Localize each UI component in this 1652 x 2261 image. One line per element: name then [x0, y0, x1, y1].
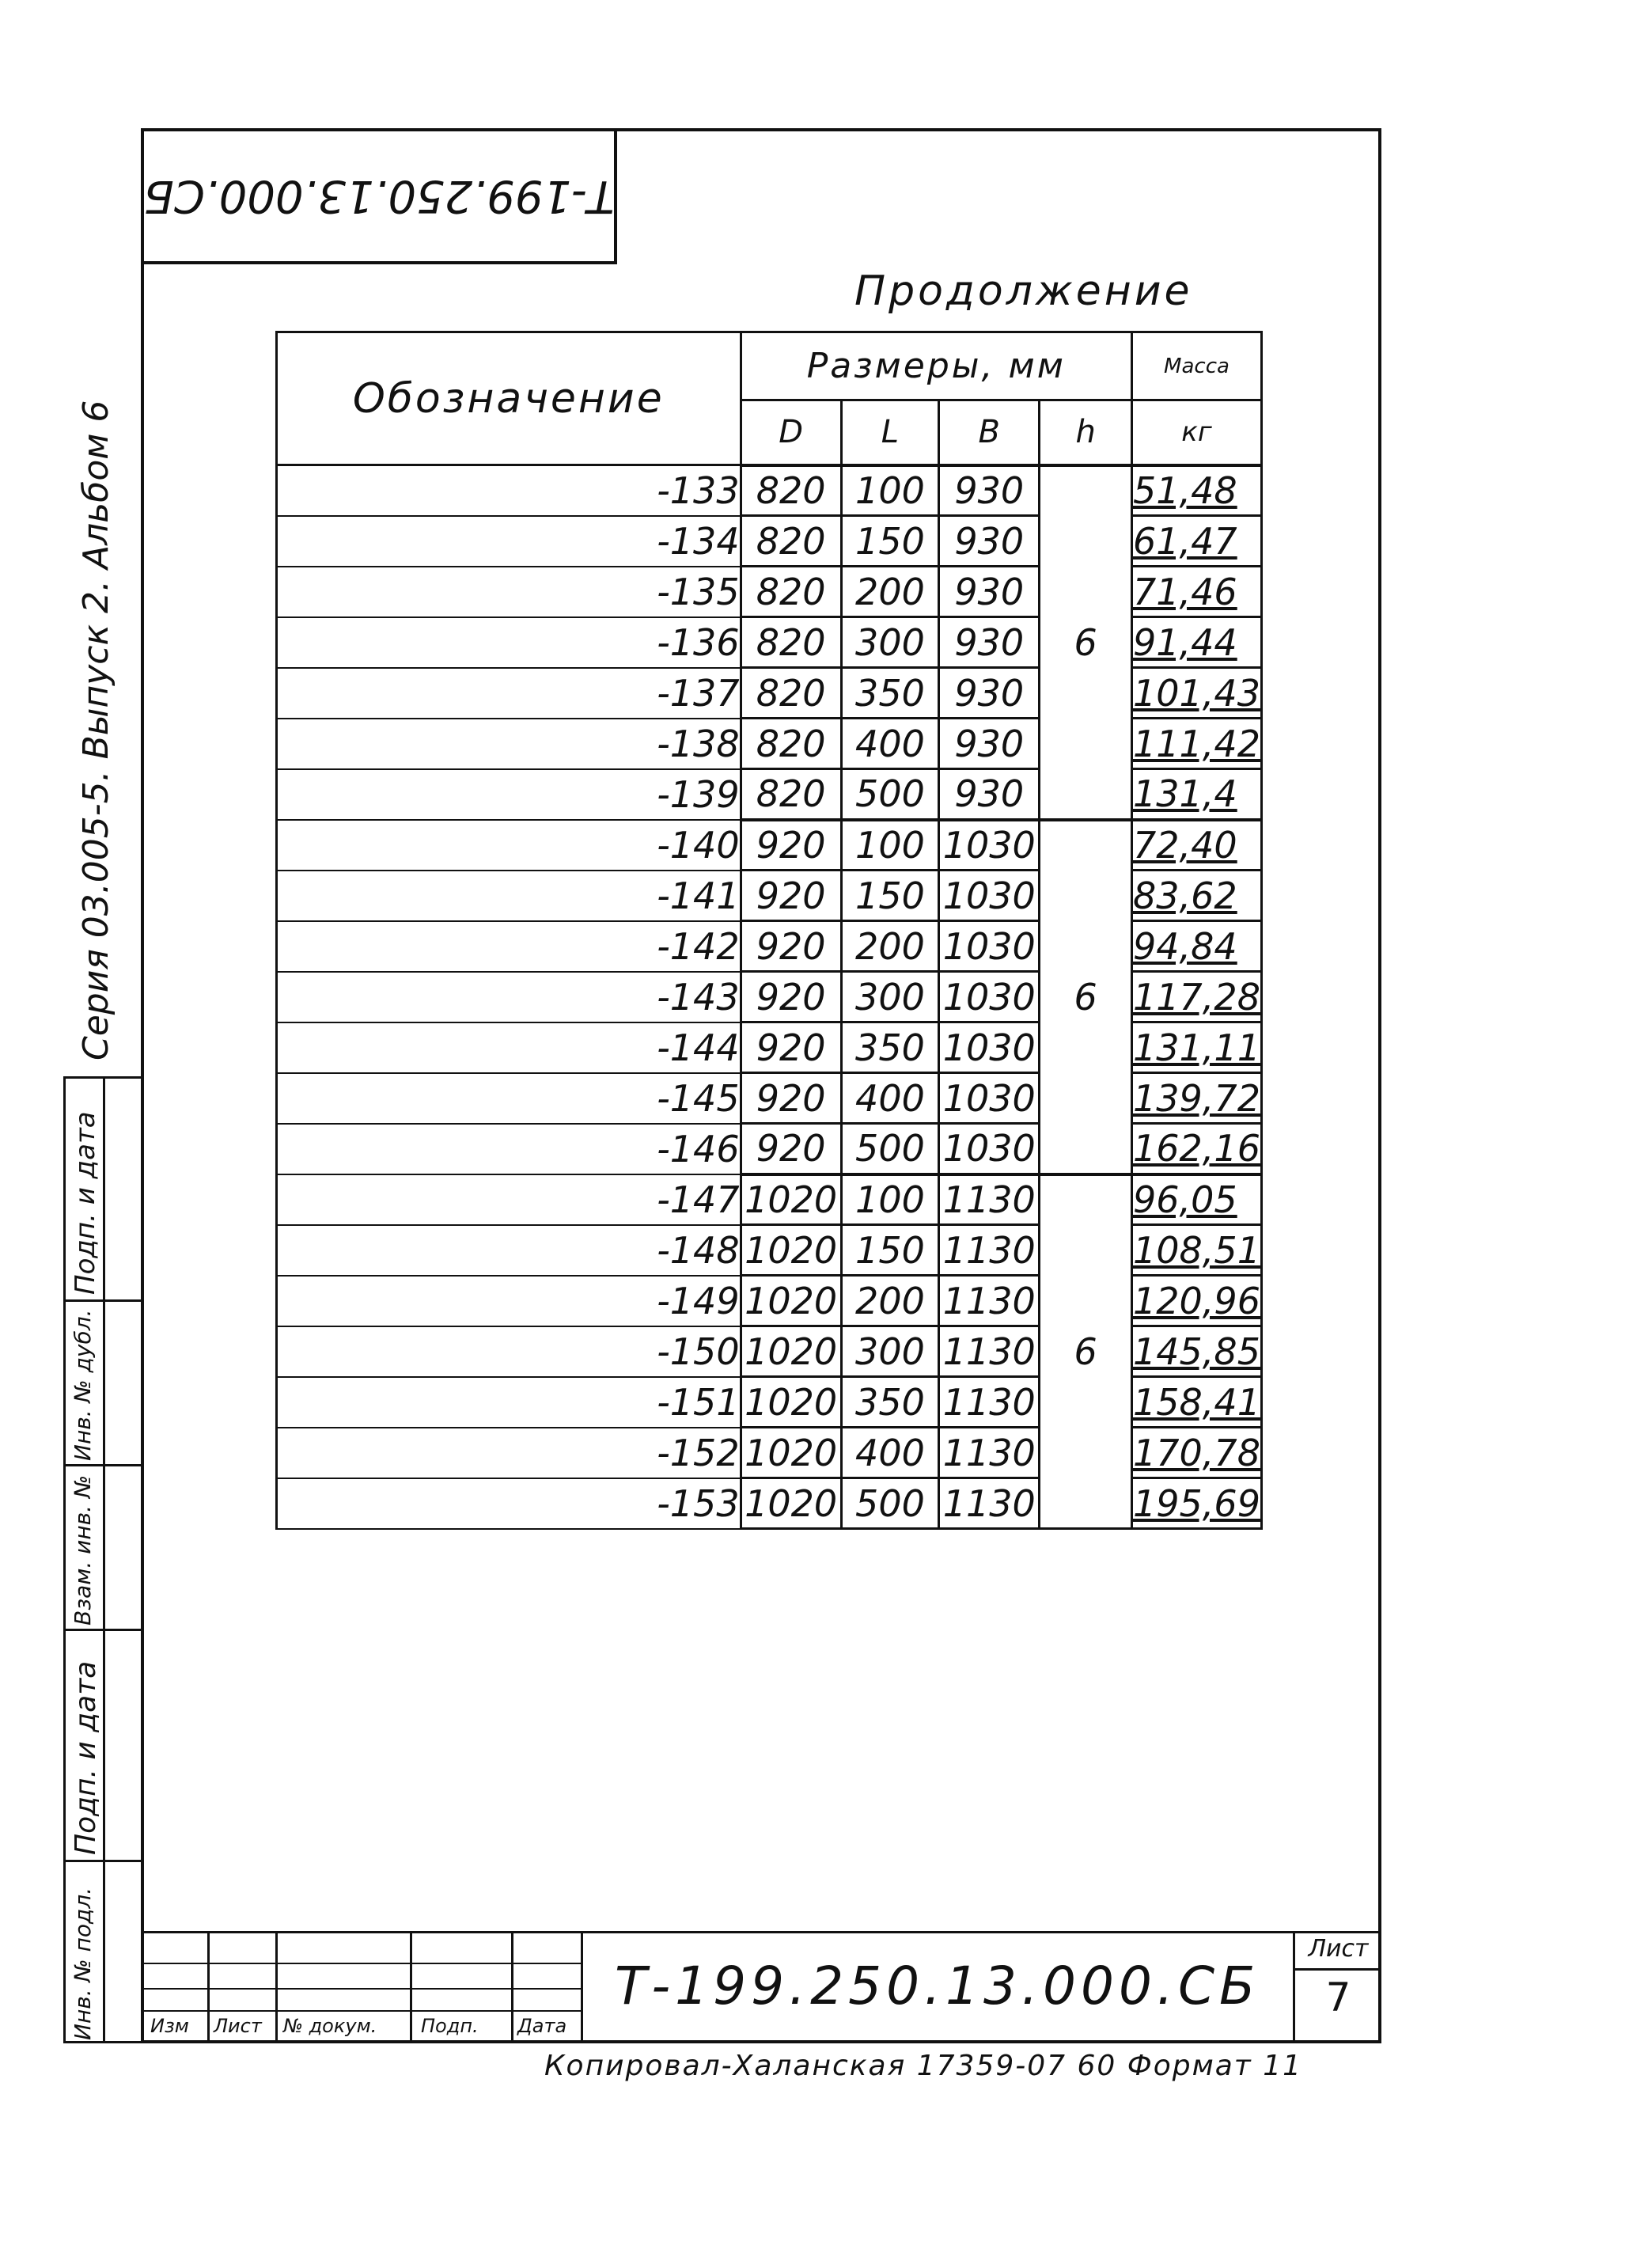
cell-l: 400: [841, 1428, 939, 1478]
cell-mass: 170,78: [1132, 1428, 1262, 1478]
cell-l: 500: [841, 1478, 939, 1529]
cell-mass: 61,47: [1132, 516, 1262, 567]
cell-designation: -137: [277, 668, 741, 719]
cell-l: 200: [841, 921, 939, 972]
cell-d: 820: [741, 516, 841, 567]
cell-l: 200: [841, 567, 939, 617]
cell-d: 920: [741, 1022, 841, 1073]
cell-d: 1020: [741, 1326, 841, 1377]
tb-label-change: Изм: [150, 2015, 189, 2037]
cell-designation: -136: [277, 617, 741, 668]
cell-d: 820: [741, 617, 841, 668]
cell-b: 1130: [939, 1478, 1040, 1529]
table-row: [277, 820, 1262, 871]
margin-divider: [63, 1629, 141, 1631]
margin-label-dup-inv: Инв. № дубл.: [70, 1309, 96, 1461]
cell-designation: -138: [277, 719, 741, 769]
header-col-l: L: [841, 400, 939, 465]
tb-label-sign: Подп.: [421, 2015, 479, 2037]
cell-mass: 145,85: [1132, 1326, 1262, 1377]
cell-mass: 120,96: [1132, 1276, 1262, 1326]
cell-designation: -152: [277, 1428, 741, 1478]
cell-h: 6: [1040, 465, 1132, 820]
spec-table-body: [277, 465, 1262, 1529]
margin-label-repl-inv: Взам. инв. №: [70, 1474, 96, 1626]
cell-l: 350: [841, 1022, 939, 1073]
cell-mass: 131,11: [1132, 1022, 1262, 1073]
cell-b: 930: [939, 567, 1040, 617]
continuation-label: Продолжение: [854, 267, 1193, 315]
cell-designation: -140: [277, 820, 741, 871]
cell-mass: 96,05: [1132, 1174, 1262, 1225]
cell-mass: 51,48: [1132, 465, 1262, 516]
cell-d: 920: [741, 820, 841, 871]
title-block-doc-code: Т-199.250.13.000.СБ: [615, 1956, 1260, 2016]
cell-b: 1130: [939, 1276, 1040, 1326]
margin-label-sign-date-1: Подп. и дата: [70, 1111, 101, 1295]
cell-mass: 101,43: [1132, 668, 1262, 719]
cell-mass: 111,42: [1132, 719, 1262, 769]
cell-l: 300: [841, 1326, 939, 1377]
cell-h: 6: [1040, 1174, 1132, 1529]
cell-b: 1030: [939, 1073, 1040, 1124]
table-row: [277, 465, 1262, 516]
cell-mass: 195,69: [1132, 1478, 1262, 1529]
header-col-h: h: [1040, 400, 1132, 465]
cell-d: 1020: [741, 1478, 841, 1529]
cell-h: 6: [1040, 820, 1132, 1174]
grid-line: [275, 1931, 278, 2043]
cell-b: 930: [939, 668, 1040, 719]
cell-d: 1020: [741, 1377, 841, 1428]
cell-l: 350: [841, 1377, 939, 1428]
cell-b: 1130: [939, 1377, 1040, 1428]
series-label: Серия 03.005-5. Выпуск 2. Альбом 6: [76, 400, 116, 1060]
cell-designation: -142: [277, 921, 741, 972]
cell-mass: 117,28: [1132, 972, 1262, 1022]
cell-d: 1020: [741, 1225, 841, 1276]
cell-b: 1130: [939, 1326, 1040, 1377]
header-mass-unit: кг: [1132, 400, 1262, 465]
cell-designation: -134: [277, 516, 741, 567]
cell-l: 300: [841, 617, 939, 668]
grid-line: [511, 1931, 513, 2043]
cell-mass: 158,41: [1132, 1377, 1262, 1428]
cell-d: 920: [741, 871, 841, 921]
cell-b: 930: [939, 719, 1040, 769]
cell-l: 500: [841, 769, 939, 820]
cell-l: 200: [841, 1276, 939, 1326]
sheet-number: 7: [1325, 1975, 1351, 2020]
cell-b: 1030: [939, 1022, 1040, 1073]
cell-d: 820: [741, 769, 841, 820]
cell-l: 400: [841, 1073, 939, 1124]
tb-label-date: Дата: [517, 2015, 567, 2037]
grid-line: [207, 1931, 210, 2043]
header-sizes: Размеры, мм: [741, 332, 1131, 400]
cell-l: 100: [841, 820, 939, 871]
cell-mass: 131,4: [1132, 769, 1262, 820]
cell-mass: 108,51: [1132, 1225, 1262, 1276]
cell-designation: -146: [277, 1124, 741, 1174]
cell-l: 400: [841, 719, 939, 769]
cell-l: 100: [841, 465, 939, 516]
cell-d: 820: [741, 465, 841, 516]
cell-designation: -153: [277, 1478, 741, 1529]
table-row: [277, 1174, 1262, 1225]
tb-label-doc-no: № докум.: [283, 2015, 377, 2037]
cell-d: 820: [741, 567, 841, 617]
sheet-label: Лист: [1295, 1935, 1381, 1971]
cell-designation: -135: [277, 567, 741, 617]
cell-designation: -150: [277, 1326, 741, 1377]
cell-d: 1020: [741, 1428, 841, 1478]
cell-mass: 94,84: [1132, 921, 1262, 972]
title-block: [141, 1931, 1381, 2043]
grid-line: [410, 1931, 412, 2043]
cell-d: 920: [741, 921, 841, 972]
cell-designation: -144: [277, 1022, 741, 1073]
cell-l: 150: [841, 516, 939, 567]
cell-d: 820: [741, 668, 841, 719]
top-code-stamp: [141, 128, 617, 264]
cell-b: 1130: [939, 1174, 1040, 1225]
cell-mass: 139,72: [1132, 1073, 1262, 1124]
margin-divider: [63, 1860, 141, 1862]
cell-mass: 71,46: [1132, 567, 1262, 617]
margin-divider: [63, 1464, 141, 1466]
cell-b: 930: [939, 769, 1040, 820]
cell-b: 1030: [939, 921, 1040, 972]
cell-l: 100: [841, 1174, 939, 1225]
cell-b: 930: [939, 617, 1040, 668]
cell-d: 920: [741, 1073, 841, 1124]
cell-b: 1030: [939, 1124, 1040, 1174]
tb-label-sheet: Лист: [214, 2015, 262, 2037]
cell-b: 930: [939, 516, 1040, 567]
cell-d: 1020: [741, 1174, 841, 1225]
cell-l: 350: [841, 668, 939, 719]
cell-designation: -133: [277, 465, 741, 516]
cell-b: 1030: [939, 871, 1040, 921]
cell-designation: -148: [277, 1225, 741, 1276]
cell-designation: -147: [277, 1174, 741, 1225]
cell-b: 1030: [939, 972, 1040, 1022]
cell-l: 300: [841, 972, 939, 1022]
title-block-main: [581, 1931, 1293, 2043]
cell-mass: 72,40: [1132, 820, 1262, 871]
cell-b: 1130: [939, 1428, 1040, 1478]
margin-label-sign-date-2: Подп. и дата: [70, 1660, 102, 1855]
cell-mass: 162,16: [1132, 1124, 1262, 1174]
cell-l: 150: [841, 1225, 939, 1276]
cell-mass: 91,44: [1132, 617, 1262, 668]
cell-b: 1130: [939, 1225, 1040, 1276]
cell-l: 500: [841, 1124, 939, 1174]
cell-designation: -139: [277, 769, 741, 820]
header-mass: Масса: [1132, 332, 1262, 400]
title-block-sheet: [1293, 1931, 1381, 2043]
top-code-text: Т-199.250.13.000.СБ: [143, 170, 615, 222]
cell-designation: -141: [277, 871, 741, 921]
cell-b: 930: [939, 465, 1040, 516]
cell-mass: 83,62: [1132, 871, 1262, 921]
margin-inner-line: [103, 1076, 105, 2043]
cell-b: 1030: [939, 820, 1040, 871]
margin-label-orig-inv: Инв. № подл.: [70, 1887, 96, 2040]
margin-divider: [63, 1299, 141, 1302]
header-designation: Обозначение: [277, 332, 741, 465]
cell-designation: -149: [277, 1276, 741, 1326]
cell-d: 920: [741, 972, 841, 1022]
spec-table: [275, 331, 1263, 1530]
header-col-d: D: [741, 400, 841, 465]
cell-d: 820: [741, 719, 841, 769]
cell-l: 150: [841, 871, 939, 921]
cell-designation: -145: [277, 1073, 741, 1124]
cell-designation: -143: [277, 972, 741, 1022]
footer-note: Копировал-Халанская 17359-07 60 Формат 11: [544, 2050, 1303, 2082]
header-col-b: B: [939, 400, 1040, 465]
cell-designation: -151: [277, 1377, 741, 1428]
cell-d: 1020: [741, 1276, 841, 1326]
cell-d: 920: [741, 1124, 841, 1174]
